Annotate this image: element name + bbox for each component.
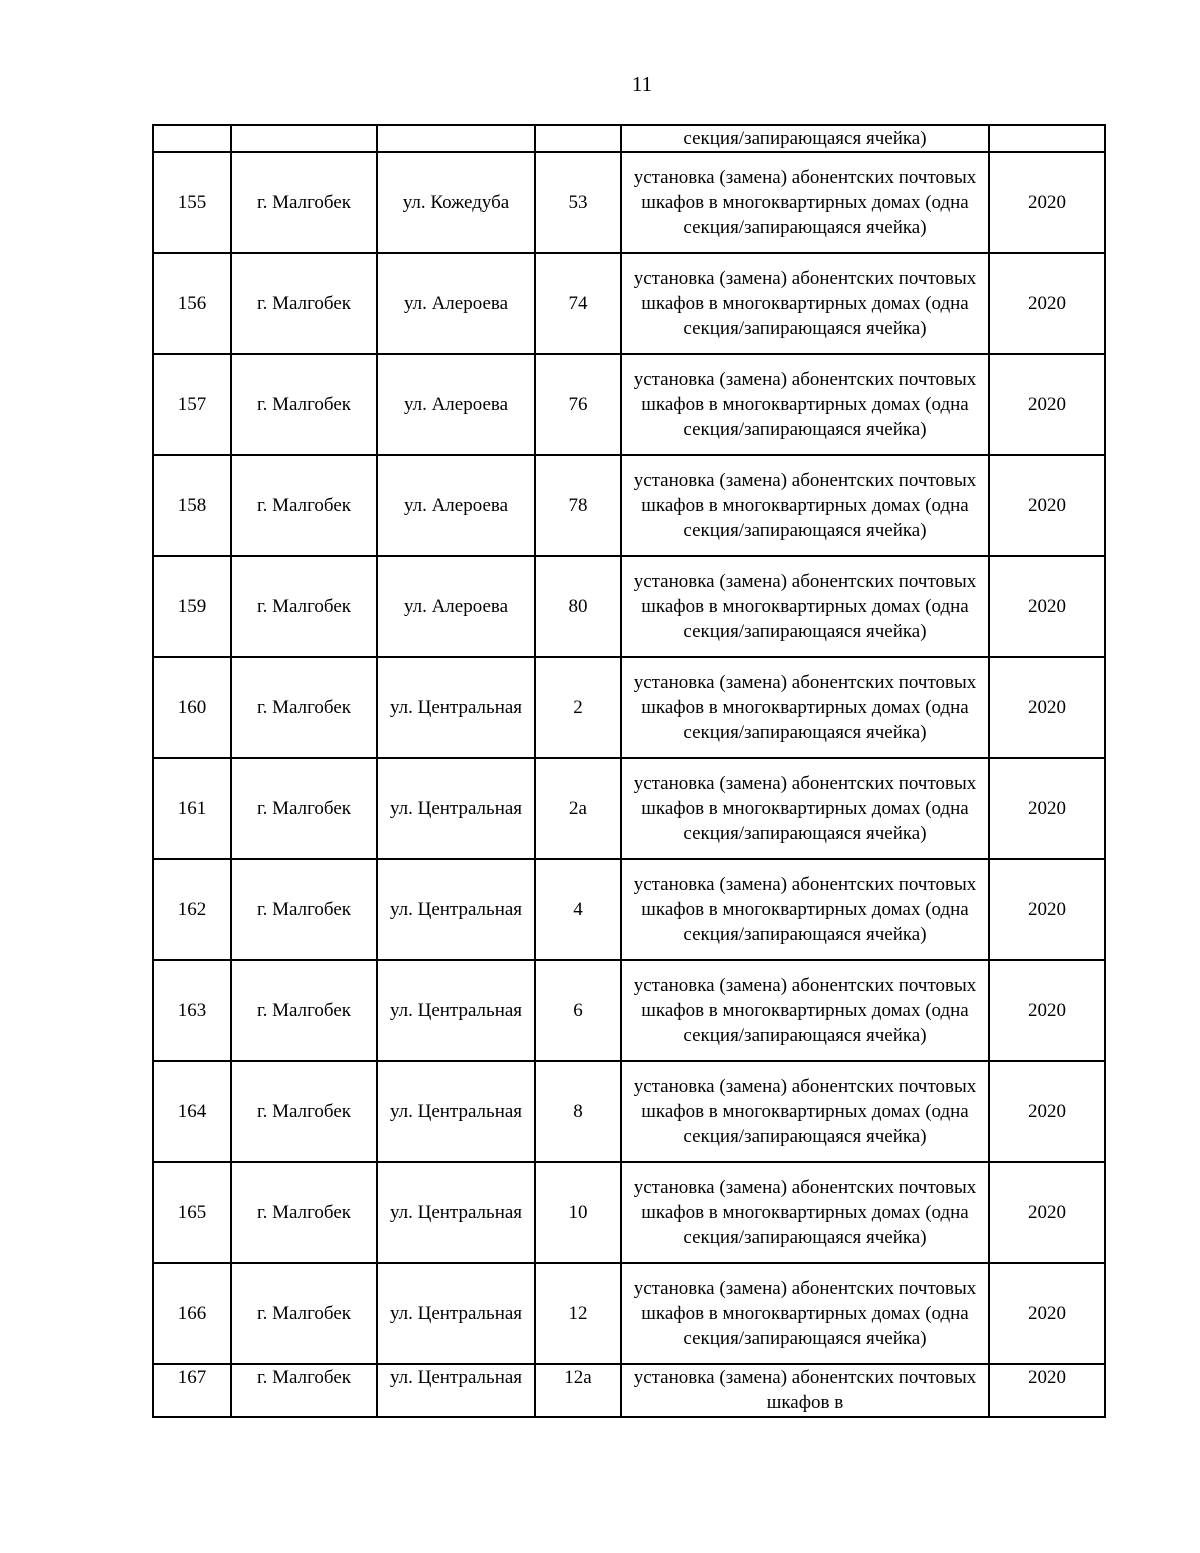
cell-year	[989, 125, 1105, 152]
cell-house: 78	[535, 455, 621, 556]
cell-work: установка (замена) абонентских почтовых шкафов в многоквартирных домах (одна секция/запирающаяся ячейка)	[621, 152, 989, 253]
cell-street: ул. Центральная	[377, 1162, 535, 1263]
page-number: 11	[631, 72, 653, 96]
cell-house: 76	[535, 354, 621, 455]
cell-number: 164	[153, 1061, 231, 1162]
cell-street: ул. Алероева	[377, 354, 535, 455]
cell-city: г. Малгобек	[231, 859, 377, 960]
cell-year: 2020	[989, 455, 1105, 556]
table-row-continuation	[153, 125, 1105, 152]
cell-city: г. Малгобек	[231, 354, 377, 455]
cell-number: 158	[153, 455, 231, 556]
cell-number: 162	[153, 859, 231, 960]
cell-work: установка (замена) абонентских почтовых шкафов в многоквартирных домах (одна секция/запирающаяся ячейка)	[621, 758, 989, 859]
cell-year: 2020	[989, 152, 1105, 253]
cell-work: установка (замена) абонентских почтовых шкафов в многоквартирных домах (одна секция/запирающаяся ячейка)	[621, 1162, 989, 1263]
cell-city: г. Малгобек	[231, 1263, 377, 1364]
cell-street: ул. Центральная	[377, 1364, 535, 1417]
cell-house	[535, 125, 621, 152]
cell-work: установка (замена) абонентских почтовых шкафов в многоквартирных домах (одна секция/запирающаяся ячейка)	[621, 859, 989, 960]
table-row	[153, 960, 1105, 1061]
cell-city: г. Малгобек	[231, 1364, 377, 1417]
cell-city: г. Малгобек	[231, 758, 377, 859]
cell-house: 2	[535, 657, 621, 758]
cell-number: 160	[153, 657, 231, 758]
table-row	[153, 354, 1105, 455]
cell-street: ул. Алероева	[377, 455, 535, 556]
cell-number	[153, 125, 231, 152]
cell-house: 8	[535, 1061, 621, 1162]
cell-year: 2020	[989, 758, 1105, 859]
cell-city: г. Малгобек	[231, 657, 377, 758]
cell-number: 161	[153, 758, 231, 859]
cell-year: 2020	[989, 556, 1105, 657]
table-row	[153, 859, 1105, 960]
cell-house: 10	[535, 1162, 621, 1263]
cell-street: ул. Центральная	[377, 1061, 535, 1162]
table-row	[153, 1263, 1105, 1364]
table-row	[153, 253, 1105, 354]
cell-city: г. Малгобек	[231, 960, 377, 1061]
cell-number: 163	[153, 960, 231, 1061]
cell-street: ул. Центральная	[377, 960, 535, 1061]
cell-street: ул. Центральная	[377, 758, 535, 859]
cell-work: установка (замена) абонентских почтовых шкафов в многоквартирных домах (одна секция/запирающаяся ячейка)	[621, 960, 989, 1061]
cell-year: 2020	[989, 1162, 1105, 1263]
cell-number: 165	[153, 1162, 231, 1263]
cell-city: г. Малгобек	[231, 1162, 377, 1263]
cell-city: г. Малгобек	[231, 152, 377, 253]
cell-house: 12	[535, 1263, 621, 1364]
table-row	[153, 1061, 1105, 1162]
table-row	[153, 152, 1105, 253]
table-row	[153, 657, 1105, 758]
cell-city: г. Малгобек	[231, 455, 377, 556]
cell-work: установка (замена) абонентских почтовых шкафов в многоквартирных домах (одна секция/запирающаяся ячейка)	[621, 253, 989, 354]
cell-house: 6	[535, 960, 621, 1061]
cell-work: установка (замена) абонентских почтовых шкафов в многоквартирных домах (одна секция/запирающаяся ячейка)	[621, 354, 989, 455]
cell-number: 156	[153, 253, 231, 354]
cell-year: 2020	[989, 960, 1105, 1061]
cell-street: ул. Алероева	[377, 556, 535, 657]
cell-house: 4	[535, 859, 621, 960]
cell-work: секция/запирающаяся ячейка)	[621, 125, 989, 152]
cell-work: установка (замена) абонентских почтовых шкафов в многоквартирных домах (одна секция/запирающаяся ячейка)	[621, 455, 989, 556]
cell-house: 12а	[535, 1364, 621, 1417]
cell-work: установка (замена) абонентских почтовых шкафов в многоквартирных домах (одна секция/запирающаяся ячейка)	[621, 1061, 989, 1162]
table-body	[153, 125, 1105, 1417]
cell-city: г. Малгобек	[231, 556, 377, 657]
table-row	[153, 1162, 1105, 1263]
cell-number: 167	[153, 1364, 231, 1417]
cell-city	[231, 125, 377, 152]
cell-number: 159	[153, 556, 231, 657]
table-row	[153, 556, 1105, 657]
cell-work: установка (замена) абонентских почтовых шкафов в	[621, 1364, 989, 1417]
cell-work: установка (замена) абонентских почтовых шкафов в многоквартирных домах (одна секция/запирающаяся ячейка)	[621, 556, 989, 657]
cell-work: установка (замена) абонентских почтовых шкафов в многоквартирных домах (одна секция/запирающаяся ячейка)	[621, 657, 989, 758]
cell-year: 2020	[989, 1364, 1105, 1417]
table-row	[153, 758, 1105, 859]
table-row-last	[153, 1364, 1105, 1417]
cell-year: 2020	[989, 859, 1105, 960]
cell-house: 2а	[535, 758, 621, 859]
cell-house: 80	[535, 556, 621, 657]
cell-year: 2020	[989, 657, 1105, 758]
cell-number: 155	[153, 152, 231, 253]
cell-year: 2020	[989, 1263, 1105, 1364]
cell-street: ул. Центральная	[377, 657, 535, 758]
cell-number: 166	[153, 1263, 231, 1364]
cell-street: ул. Центральная	[377, 859, 535, 960]
address-table	[152, 124, 1106, 1418]
cell-work: установка (замена) абонентских почтовых шкафов в многоквартирных домах (одна секция/запирающаяся ячейка)	[621, 1263, 989, 1364]
cell-street: ул. Центральная	[377, 1263, 535, 1364]
cell-city: г. Малгобек	[231, 1061, 377, 1162]
cell-street: ул. Алероева	[377, 253, 535, 354]
cell-street	[377, 125, 535, 152]
cell-house: 74	[535, 253, 621, 354]
cell-number: 157	[153, 354, 231, 455]
cell-house: 53	[535, 152, 621, 253]
cell-year: 2020	[989, 1061, 1105, 1162]
cell-year: 2020	[989, 253, 1105, 354]
cell-city: г. Малгобек	[231, 253, 377, 354]
cell-year: 2020	[989, 354, 1105, 455]
table-row	[153, 455, 1105, 556]
cell-street: ул. Кожедуба	[377, 152, 535, 253]
